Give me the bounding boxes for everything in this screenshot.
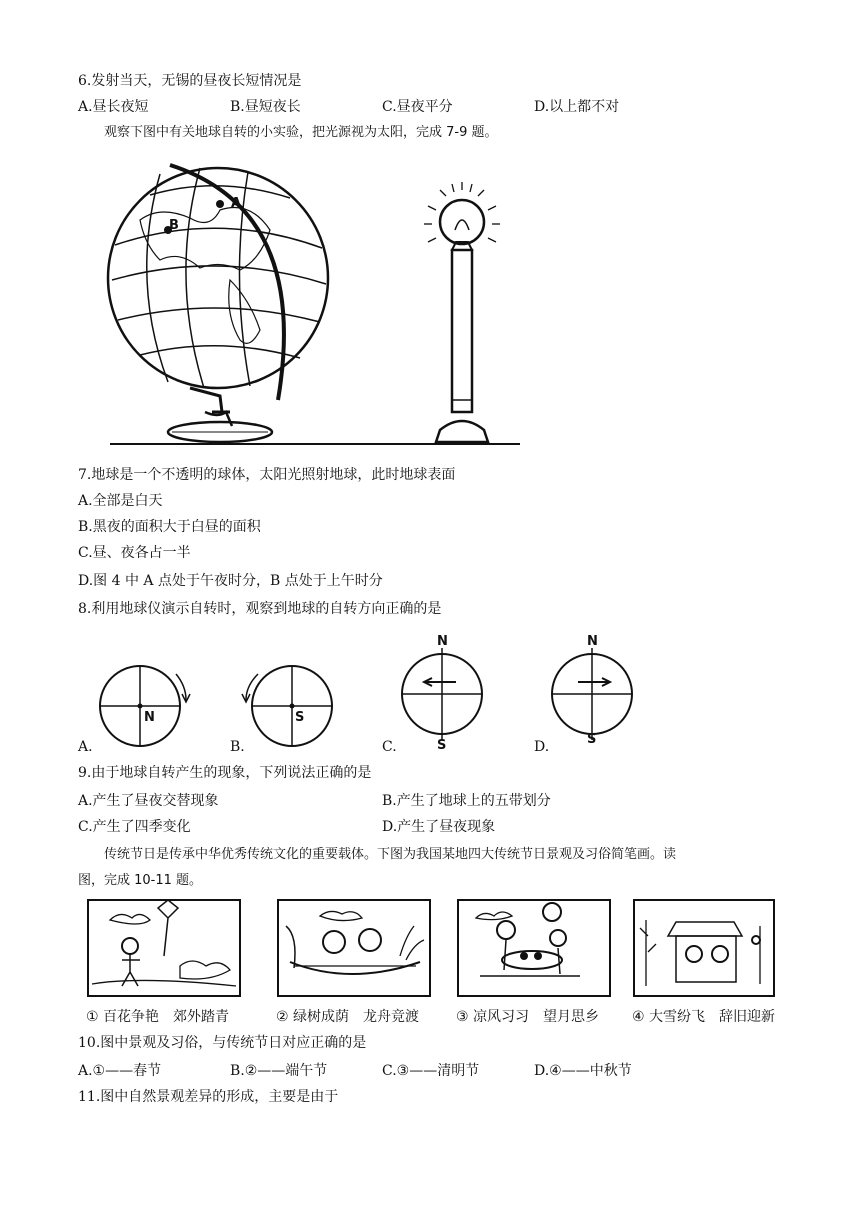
q10-stem: 10.图中景观及习俗，与传统节日对应正确的是: [78, 1035, 367, 1051]
q7-option-b: B.黑夜的面积大于白昼的面积: [78, 519, 261, 535]
q7-option-d: D.图 4 中 A 点处于午夜时分，B 点处于上午时分: [78, 573, 383, 589]
q8-option-b: B.: [230, 739, 245, 755]
q9-option-a: A.产生了昼夜交替现象: [78, 793, 219, 809]
q9-option-c: C.产生了四季变化: [78, 819, 191, 835]
q9-option-b: B.产生了地球上的五带划分: [382, 793, 551, 809]
diagram-a-pole-label: N: [144, 710, 155, 725]
festival-caption-3: ③ 凉风习习 望月思乡: [456, 1009, 600, 1025]
diagram-c-south-label: S: [437, 738, 447, 753]
dragon-boat-scene-icon: [278, 900, 430, 996]
diagram-b-pole-label: S: [295, 710, 305, 725]
q8-stem: 8.利用地球仪演示自转时，观察到地球的自转方向正确的是: [78, 601, 442, 617]
q10-option-c: C.③——清明节: [382, 1063, 480, 1079]
q8-option-a: A.: [78, 739, 93, 755]
diagram-c-globe-icon: [402, 648, 482, 740]
diagram-c-north-label: N: [437, 634, 448, 649]
new-year-snow-scene-icon: [634, 900, 774, 996]
intro-10-11-line2: 图，完成 10-11 题。: [78, 873, 203, 888]
globe-label-a: A: [231, 196, 242, 211]
q10-option-b: B.②——端午节: [230, 1063, 328, 1079]
globe-label-b: B: [169, 218, 179, 233]
festival-caption-4: ④ 大雪纷飞 辞旧迎新: [632, 1009, 776, 1025]
q6-stem: 6.发射当天，无锡的昼夜长短情况是: [78, 73, 302, 89]
diagram-d-north-label: N: [587, 634, 598, 649]
q7-option-a: A.全部是白天: [78, 493, 163, 509]
intro-7-9: 观察下图中有关地球自转的小实验，把光源视为太阳，完成 7-9 题。: [104, 125, 498, 140]
diagram-d-south-label: S: [587, 732, 597, 747]
q8-option-d: D.: [534, 739, 550, 755]
lamp-icon: [424, 182, 500, 442]
diagram-b-globe-icon: [242, 666, 332, 746]
q6-option-a: A.昼长夜短: [78, 99, 149, 115]
q6-option-d: D.以上都不对: [534, 99, 620, 115]
intro-10-11-line1: 传统节日是传承中华优秀传统文化的重要载体。下图为我国某地四大传统节日景观及习俗简笔画。读: [104, 847, 677, 862]
q9-stem: 9.由于地球自转产生的现象，下列说法正确的是: [78, 765, 372, 781]
spring-outing-scene-icon: [88, 900, 240, 996]
q11-stem: 11.图中自然景观差异的形成，主要是由于: [78, 1089, 339, 1105]
q9-option-d: D.产生了昼夜现象: [382, 819, 496, 835]
mid-autumn-scene-icon: [458, 900, 610, 996]
q10-option-d: D.④——中秋节: [534, 1063, 632, 1079]
q7-option-c: C.昼、夜各占一半: [78, 545, 191, 561]
q8-option-c: C.: [382, 739, 397, 755]
q7-stem: 7.地球是一个不透明的球体，太阳光照射地球，此时地球表面: [78, 467, 456, 483]
festival-caption-1: ① 百花争艳 郊外踏青: [86, 1009, 230, 1025]
diagram-a-globe-icon: [100, 666, 190, 746]
festival-caption-2: ② 绿树成荫 龙舟竞渡: [276, 1009, 420, 1025]
q10-option-a: A.①——春节: [78, 1063, 162, 1079]
q6-option-c: C.昼夜平分: [382, 99, 453, 115]
point-a-marker: [216, 200, 224, 208]
q6-option-b: B.昼短夜长: [230, 99, 301, 115]
diagram-d-globe-icon: [552, 648, 632, 740]
globe-lamp-figure: [100, 150, 620, 450]
